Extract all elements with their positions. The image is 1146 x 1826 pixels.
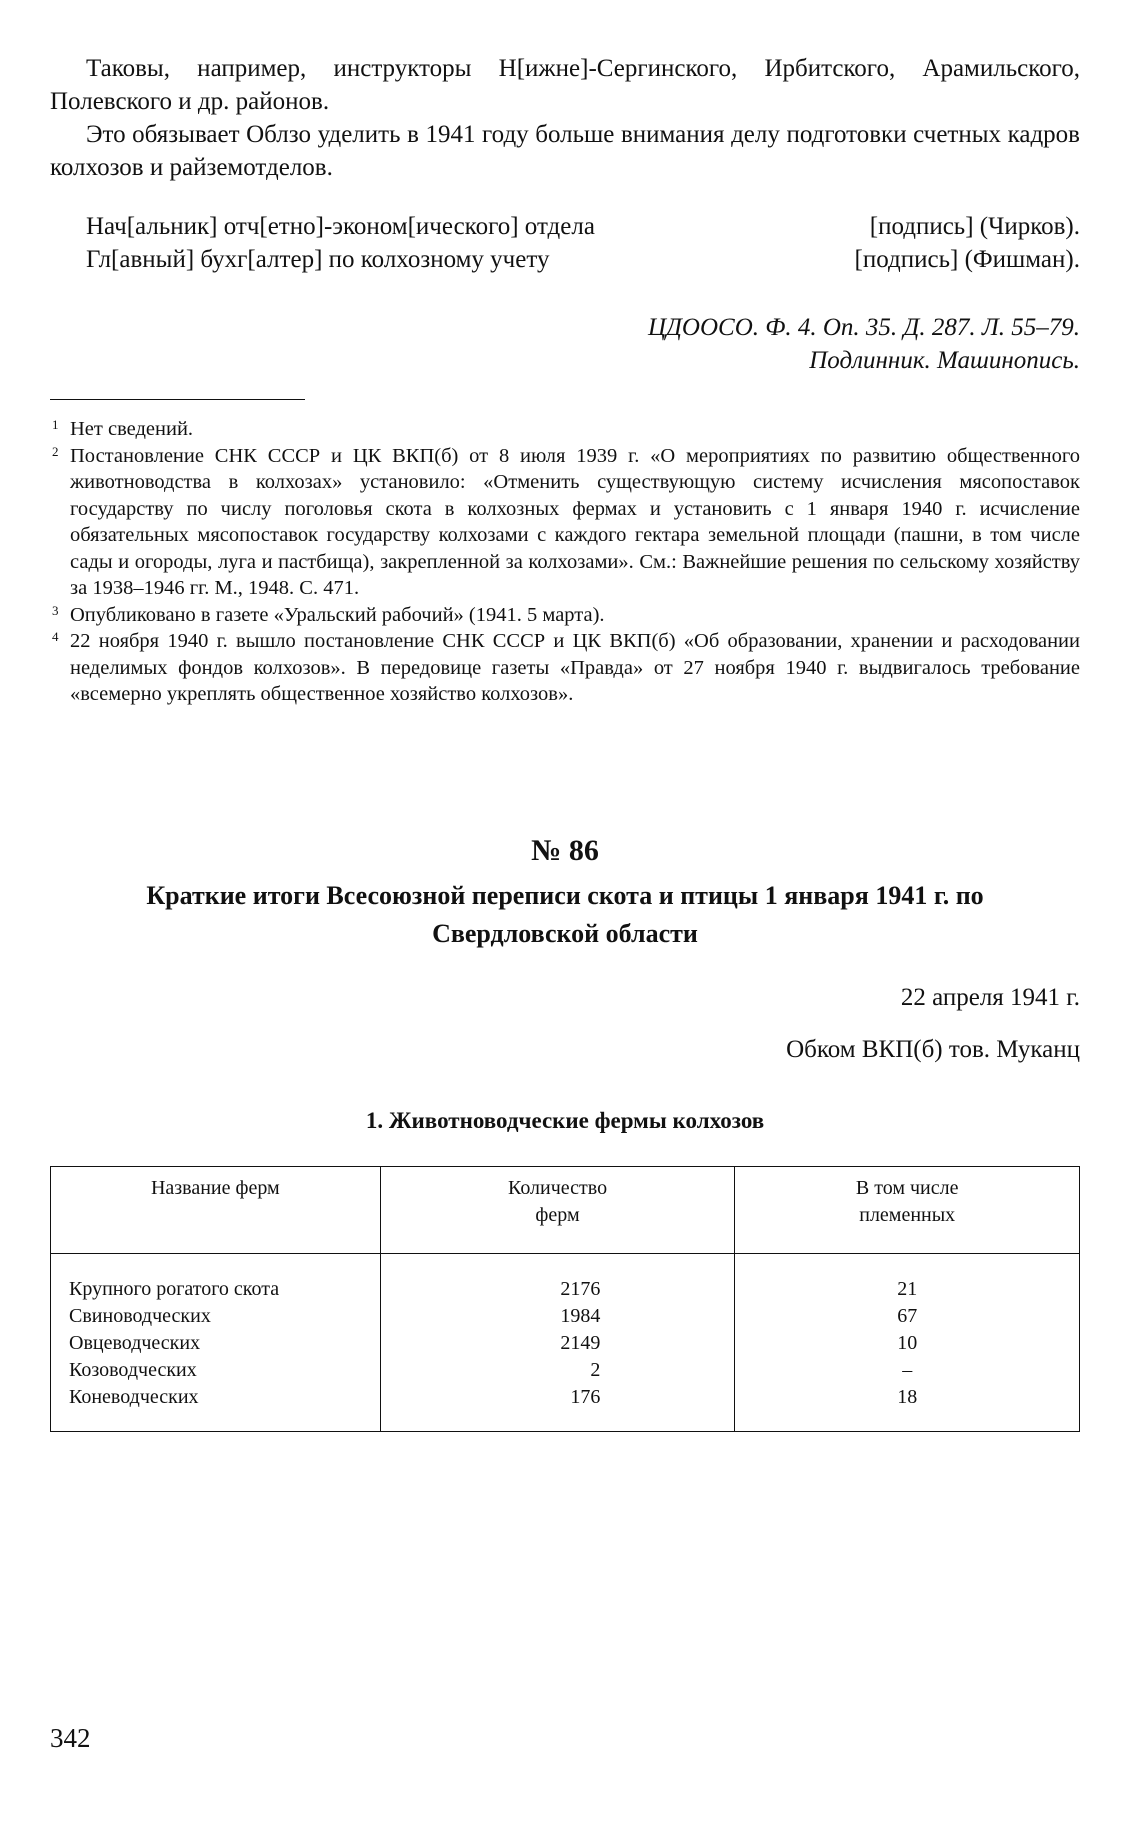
document-title: Краткие итоги Всесоюзной переписи скота и птицы 1 января 1941 г. по Свердловской области (146, 880, 984, 948)
signature-position: Гл[авный] бухг[алтер] по колхозному учету (86, 246, 550, 273)
farm-count: 2 (590, 1358, 601, 1381)
farm-count: 1984 (560, 1304, 601, 1327)
farm-name: Крупного рогатого скота (51, 1276, 381, 1303)
document-addressee: Обком ВКП(б) тов. Муканц (786, 1035, 1080, 1063)
footnote-mark: 3 (52, 602, 59, 618)
column-header-breeding: В том числе племенных (735, 1166, 1080, 1253)
footnote-text: Опубликовано в газете «Уральский рабочий» (1941. 5 марта). (70, 603, 605, 626)
table-row (51, 1357, 1080, 1384)
archive-reference (50, 311, 1080, 377)
footnote (50, 602, 1080, 629)
page-content (50, 52, 1080, 1432)
farm-breeding: – (735, 1357, 1080, 1384)
farm-breeding: 21 (735, 1276, 1080, 1303)
footnote (50, 628, 1080, 708)
farm-breeding: 10 (735, 1330, 1080, 1357)
footnote-text: Нет сведений. (70, 418, 194, 440)
intro-paragraph-2: Это обязывает Облзо уделить в 1941 году больше внимания делу подготовки счетных кадров колхозов и райземотделов. (50, 121, 1080, 181)
footnote (50, 416, 1080, 443)
signature-row (50, 243, 1080, 276)
farm-name: Козоводческих (51, 1357, 381, 1384)
farm-name: Коневодческих (51, 1384, 381, 1432)
intro-paragraph-1: Таковы, например, инструкторы Н[ижне]-Сергинского, Ирбитского, Арамильского, Полевского и др. районов. (50, 55, 1080, 115)
archive-line-1: ЦДООСО. Ф. 4. Оп. 35. Д. 287. Л. 55–79. (647, 314, 1080, 341)
footnote (50, 443, 1080, 602)
footnote-text: Постановление СНК СССР и ЦК ВКП(б) от 8 июля 1939 г. «О мероприятиях по развитию общественного животноводства в колхозах» установило: «Отменить существующую систему исчисления мясопоставок государству по числу поголовья скота в колхозных фермах и установить с 1 января 1940 г. исчисление обязательных мясопоставок государству колхозами с каждого гектара земельной площади (пашни, в том числе сады и огороды, луга и пастбища), закрепленной за колхозами». См.: Важнейшие решения по сельскому хозяйству за 1938–1946 гг. М., 1948. С. 471. (70, 444, 1080, 599)
footnote-mark: 2 (52, 443, 59, 459)
footnote-text: 22 ноября 1940 г. вышло постановление СНК СССР и ЦК ВКП(б) «Об образовании, хранении и расходовании неделимых фондов колхозов». В передовице газеты «Правда» от 27 ноября 1940 г. выдвигалось требование «всемерно укреплять общественное хозяйство колхозов». (70, 630, 1080, 705)
farm-breeding: 67 (735, 1303, 1080, 1330)
signature-block (50, 210, 1080, 276)
column-header-count: Количество ферм (380, 1166, 735, 1253)
signature-position: Нач[альник] отч[етно]-эконом[ического] отдела (86, 213, 595, 240)
page-number: 342 (50, 1723, 91, 1753)
footnote-mark: 1 (52, 417, 59, 432)
footnotes (50, 416, 1080, 708)
farm-count: 2149 (560, 1331, 601, 1354)
footnote-divider (50, 399, 305, 400)
farm-breeding: 18 (735, 1384, 1080, 1432)
document-date: 22 апреля 1941 г. (900, 983, 1080, 1011)
table-row (51, 1330, 1080, 1357)
table-row (51, 1276, 1080, 1303)
archive-line-2: Подлинник. Машинопись. (809, 347, 1080, 374)
table-row (51, 1303, 1080, 1330)
farm-count: 176 (570, 1385, 601, 1408)
table-spacer-row (51, 1253, 1080, 1276)
column-header-name: Название ферм (51, 1166, 381, 1253)
document-number: № 86 (531, 833, 599, 867)
farm-name: Свиноводческих (51, 1303, 381, 1330)
farm-name: Овцеводческих (51, 1330, 381, 1357)
signature-row (50, 210, 1080, 243)
table-row (51, 1384, 1080, 1432)
footnote-mark: 4 (52, 629, 59, 644)
section-title: 1. Животноводческие фермы колхозов (365, 1107, 765, 1133)
signature-name: [подпись] (Фишман). (854, 246, 1080, 273)
farms-table (50, 1166, 1080, 1432)
signature-name: [подпись] (Чирков). (869, 213, 1080, 240)
table-header-row (51, 1166, 1080, 1253)
farm-count: 2176 (560, 1277, 601, 1300)
